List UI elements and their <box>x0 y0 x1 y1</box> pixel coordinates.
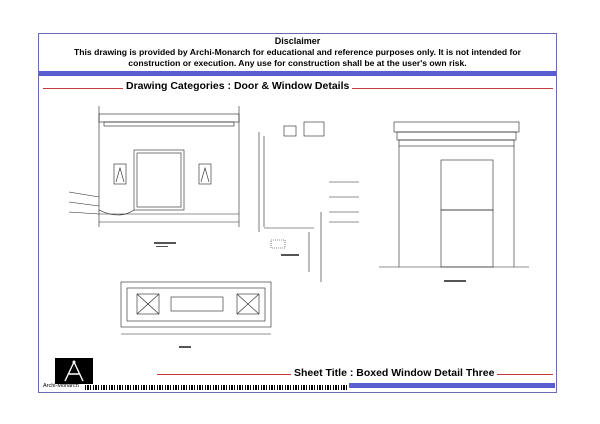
internal-elevation <box>69 106 239 227</box>
plan-view <box>121 282 271 334</box>
sheet-title: Sheet Title : Boxed Window Detail Three <box>291 367 497 379</box>
external-elevation <box>379 122 529 267</box>
section-detail <box>259 122 359 282</box>
bottom-accent-bar <box>349 383 555 388</box>
title-rule-left <box>157 374 293 375</box>
disclaimer-text: This drawing is provided by Archi-Monarch for educational and reference purposes only. It is not intended for construction or execution. Any use for construction shall be at the user's own risk. <box>74 47 521 68</box>
top-accent-bar <box>39 71 556 76</box>
sheet-title-row <box>39 367 556 381</box>
disclaimer-title: Disclaimer <box>274 36 321 46</box>
barcode-strip <box>85 385 347 390</box>
category-rule-right <box>341 88 553 89</box>
archi-monarch-logo <box>55 358 93 384</box>
category-row <box>39 80 556 96</box>
category-rule-left <box>43 88 123 89</box>
drawing-captions <box>154 242 466 348</box>
disclaimer-block <box>39 34 556 69</box>
title-rule-right <box>497 374 553 375</box>
cad-drawing <box>59 102 539 357</box>
drawing-sheet <box>38 33 557 393</box>
category-label: Drawing Categories : Door & Window Details <box>123 80 352 92</box>
compass-icon <box>55 358 93 384</box>
brand-name: Archi-Monarch <box>43 383 79 389</box>
